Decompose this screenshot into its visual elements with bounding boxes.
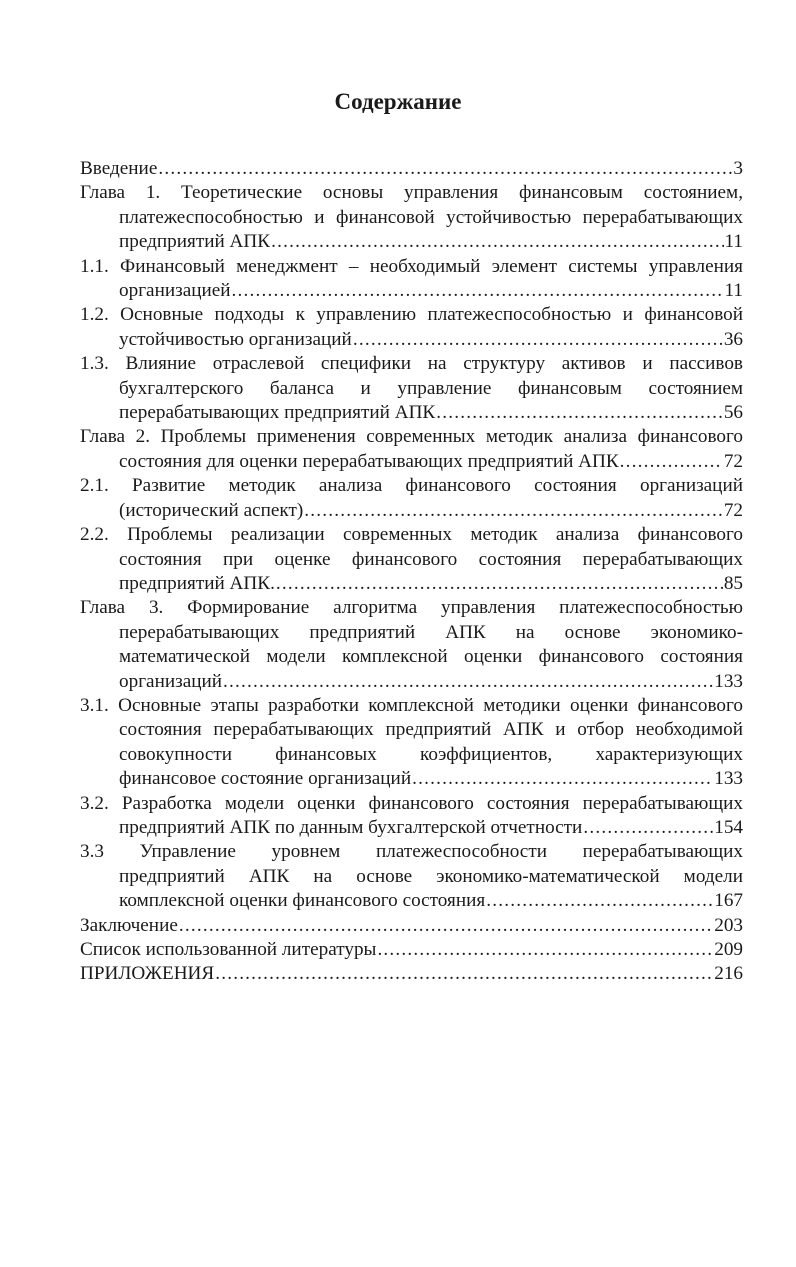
toc-page-number: 36 xyxy=(723,328,743,350)
toc-entry-last-line xyxy=(80,572,743,596)
toc-entry-line: состояния перерабатывающих предприятий АПК и отбор необходимой xyxy=(119,719,743,741)
toc-entry-last-line xyxy=(80,450,743,474)
toc-entry[interactable] xyxy=(80,962,743,986)
toc-entry-last-line xyxy=(80,157,743,181)
toc-leader-dots xyxy=(179,914,713,938)
toc-page-number: 85 xyxy=(723,572,743,594)
toc-entry[interactable] xyxy=(80,938,743,962)
toc-entry[interactable] xyxy=(80,157,743,181)
toc-entry-text: организаций xyxy=(119,670,223,692)
toc-entry-line: 3.3 Управление уровнем платежеспособности перерабатывающих xyxy=(80,841,743,863)
toc-leader-dots xyxy=(377,938,713,962)
toc-page-number: 203 xyxy=(714,914,743,936)
toc-entry-line: 2.2. Проблемы реализации современных методик анализа финансового xyxy=(80,524,743,546)
toc-entry[interactable] xyxy=(80,474,743,523)
toc-entry-last-line xyxy=(80,328,743,352)
toc-entry-text: предприятий АПК. xyxy=(119,572,275,594)
toc-entry[interactable] xyxy=(80,181,743,254)
toc-entry[interactable] xyxy=(80,596,743,694)
toc-entry-last-line xyxy=(80,914,743,938)
toc-page-number: 216 xyxy=(714,963,743,985)
toc-entry-text: (исторический аспект) xyxy=(119,499,304,521)
toc-entry-line: бухгалтерского баланса и управление финансовым состоянием xyxy=(119,377,743,399)
toc-entry-line: 1.2. Основные подходы к управлению платежеспособностью и финансовой xyxy=(80,304,743,326)
toc-leader-dots xyxy=(232,279,724,303)
toc-entry-text: финансовое состояние организаций xyxy=(119,768,412,790)
toc-entry[interactable] xyxy=(80,792,743,841)
toc-entry-line: перерабатывающих предприятий АПК на основе экономико- xyxy=(119,621,743,643)
toc-leader-dots xyxy=(271,230,723,254)
toc-leader-dots xyxy=(158,157,732,181)
toc-leader-dots xyxy=(215,962,713,986)
toc-entry[interactable] xyxy=(80,840,743,913)
toc-entry-text: предприятий АПК xyxy=(119,231,271,253)
toc-page-number: 11 xyxy=(724,280,743,302)
toc-entry-text: Заключение xyxy=(80,914,178,936)
toc-page-number: 154 xyxy=(714,816,743,838)
toc-leader-dots xyxy=(223,670,713,694)
toc-entry[interactable] xyxy=(80,255,743,304)
toc-leader-dots xyxy=(486,889,713,913)
toc-leader-dots xyxy=(436,401,723,425)
toc-entry-line: платежеспособностью и финансовой устойчивостью перерабатывающих xyxy=(119,206,743,228)
toc-entry-last-line xyxy=(80,938,743,962)
toc-entry-text: ПРИЛОЖЕНИЯ xyxy=(80,963,215,985)
toc-page-number: 133 xyxy=(714,768,743,790)
toc-entry-text: Введение xyxy=(80,158,158,179)
toc-page-number: 3 xyxy=(733,158,743,179)
toc-page-number: 72 xyxy=(723,499,743,521)
toc-entry-last-line xyxy=(80,499,743,523)
toc-page-number: 133 xyxy=(714,670,743,692)
toc-entry-last-line xyxy=(80,767,743,791)
toc-entry-last-line xyxy=(80,230,743,254)
toc-entry[interactable] xyxy=(80,303,743,352)
toc-page-number: 11 xyxy=(724,231,743,253)
toc-leader-dots xyxy=(583,816,713,840)
toc-entry-text: состояния для оценки перерабатывающих предприятий АПК xyxy=(119,450,619,472)
toc-entry-last-line xyxy=(80,889,743,913)
toc-entry-last-line xyxy=(80,962,743,986)
toc-entry-line: 2.1. Развитие методик анализа финансового состояния организаций xyxy=(80,475,743,497)
toc-entry-text: организацией xyxy=(119,280,231,302)
toc-leader-dots xyxy=(620,450,723,474)
toc-entry-last-line xyxy=(80,670,743,694)
toc-entry-line: Глава 3. Формирование алгоритма управления платежеспособностью xyxy=(80,597,743,619)
toc-entry-text: предприятий АПК по данным бухгалтерской отчетности xyxy=(119,816,583,838)
toc-entry-text: устойчивостью организаций xyxy=(119,328,352,350)
toc-page-number: 72 xyxy=(723,450,743,472)
toc-entry[interactable] xyxy=(80,523,743,596)
toc-entry-line: Глава 2. Проблемы применения современных методик анализа финансового xyxy=(80,426,743,448)
toc-entry-last-line xyxy=(80,401,743,425)
page-title: Содержание xyxy=(334,89,462,114)
toc-entry-line: предприятий АПК на основе экономико-математической модели xyxy=(119,865,743,887)
toc-entry[interactable] xyxy=(80,694,743,792)
toc-entry-line: состояния при оценке финансового состояния перерабатывающих xyxy=(119,548,743,570)
toc-entry-line: 1.3. Влияние отраслевой специфики на структуру активов и пассивов xyxy=(80,353,743,375)
toc-entry[interactable] xyxy=(80,352,743,425)
toc-entry-line: математической модели комплексной оценки финансового состояния xyxy=(119,646,743,668)
toc-leader-dots xyxy=(304,499,723,523)
toc-entry[interactable] xyxy=(80,914,743,938)
toc-leader-dots xyxy=(276,572,723,596)
toc-entry-text: перерабатывающих предприятий АПК xyxy=(119,402,436,424)
toc-entry-line: Глава 1. Теоретические основы управления финансовым состоянием, xyxy=(80,182,743,204)
toc-entry-line: 1.1. Финансовый менеджмент – необходимый элемент системы управления xyxy=(80,255,743,277)
toc-page-number: 167 xyxy=(714,890,743,912)
toc-leader-dots xyxy=(412,767,713,791)
table-of-contents xyxy=(80,157,743,987)
toc-entry-line: 3.2. Разработка модели оценки финансового состояния перерабатывающих xyxy=(80,792,743,814)
toc-entry-line: 3.1. Основные этапы разработки комплексной методики оценки финансового xyxy=(80,694,743,716)
toc-entry-text: Список использованной литературы xyxy=(80,939,377,960)
toc-page-number: 209 xyxy=(714,939,743,960)
toc-page-number: 56 xyxy=(723,402,743,424)
toc-entry-line: совокупности финансовых коэффициентов, характеризующих xyxy=(119,743,743,765)
toc-entry-last-line xyxy=(80,816,743,840)
toc-entry-last-line xyxy=(80,279,743,303)
toc-leader-dots xyxy=(353,328,723,352)
toc-entry[interactable] xyxy=(80,425,743,474)
toc-entry-text: комплексной оценки финансового состояния xyxy=(119,890,486,912)
